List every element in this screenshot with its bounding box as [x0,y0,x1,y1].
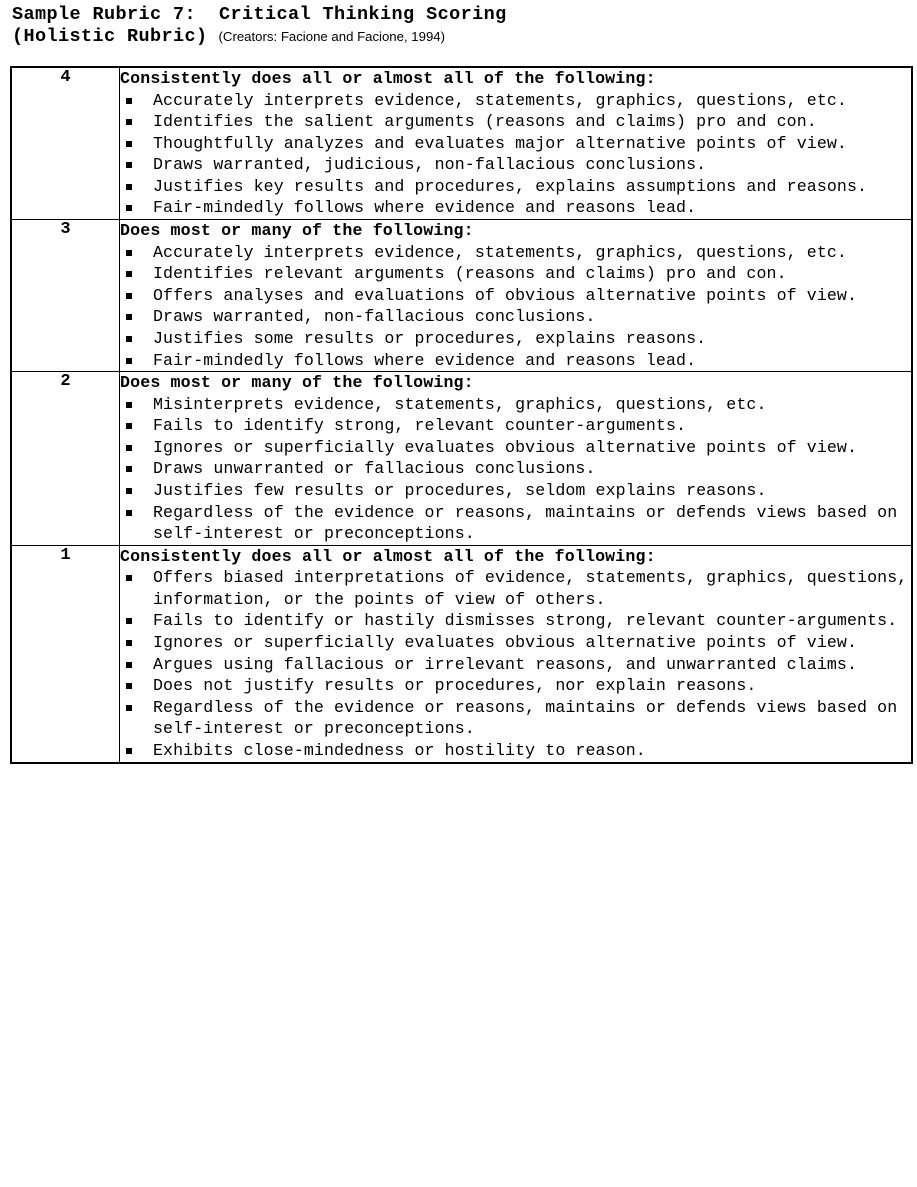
score-value: 3 [60,220,71,240]
page-title: Sample Rubric 7: Critical Thinking Scoring [12,4,507,25]
list-item-text: Identifies relevant arguments (reasons and claims) pro and con. [153,264,787,284]
list-item [120,285,911,307]
score-cell [12,372,120,546]
list-item-text: Regardless of the evidence or reasons, maintains or defends views based on self-interest or preconceptions. [153,697,898,739]
list-item [120,740,911,762]
criteria-list [120,242,911,372]
list-item [120,458,911,480]
square-bullet-icon [126,205,132,211]
list-item [120,90,911,112]
list-item [120,697,911,740]
list-item-text: Justifies some results or procedures, explains reasons. [153,328,707,348]
list-item-text: Justifies few results or procedures, seldom explains reasons. [153,481,767,500]
table-row [12,545,911,761]
list-item-text: Ignores or superficially evaluates obvious alternative points of view. [153,633,858,653]
list-item [120,654,911,676]
table-row [12,220,911,372]
list-item-text: Fair-mindedly follows where evidence and reasons lead. [153,198,697,218]
square-bullet-icon [126,358,132,364]
list-item [120,242,911,264]
document-title-block [12,4,902,48]
criteria-cell [120,68,912,220]
square-bullet-icon [126,141,132,147]
list-item [120,328,911,350]
criteria-cell [120,545,912,761]
criteria-list [120,394,911,545]
square-bullet-icon [126,423,132,429]
square-bullet-icon [126,98,132,104]
list-item [120,502,911,545]
list-item-text: Accurately interprets evidence, statements, graphics, questions, etc. [153,242,847,262]
criteria-list [120,567,911,761]
criteria-cell [120,372,912,546]
list-item [120,415,911,437]
page-subtitle: (Holistic Rubric) [12,26,208,47]
square-bullet-icon [126,184,132,190]
square-bullet-icon [126,488,132,494]
square-bullet-icon [126,250,132,256]
score-cell [12,220,120,372]
score-value: 1 [60,545,71,565]
square-bullet-icon [126,314,132,320]
rubric-table-body [12,68,911,762]
list-item-text: Misinterprets evidence, statements, graphics, questions, etc. [153,394,767,414]
square-bullet-icon [126,640,132,646]
square-bullet-icon [126,402,132,408]
list-item-text: Ignores or superficially evaluates obvious alternative points of view. [153,437,858,457]
list-item [120,675,911,697]
square-bullet-icon [126,293,132,299]
score-value: 2 [60,372,71,392]
list-item-text: Offers analyses and evaluations of obvious alternative points of view. [153,285,858,305]
square-bullet-icon [126,748,132,754]
square-bullet-icon [126,510,132,516]
list-item-text: Exhibits close-mindedness or hostility to reason. [153,741,646,761]
list-item [120,350,911,372]
list-item [120,306,911,328]
list-item-text: Regardless of the evidence or reasons, maintains or defends views based on self-interest or preconceptions. [153,502,898,544]
criteria-header: Does most or many of the following: [120,221,474,241]
score-value: 4 [60,68,71,87]
list-item [120,632,911,654]
list-item [120,197,911,219]
table-row [12,68,911,220]
list-item [120,567,911,610]
page-subtitle-row [12,26,902,48]
list-item-text: Accurately interprets evidence, statements, graphics, questions, etc. [153,90,847,110]
list-item [120,610,911,632]
rubric-table [12,68,911,762]
list-item [120,437,911,459]
criteria-list [120,90,911,220]
list-item [120,480,911,502]
list-item-text: Identifies the salient arguments (reasons and claims) pro and con. [153,112,817,132]
criteria-header: Consistently does all or almost all of the following: [120,69,656,88]
square-bullet-icon [126,119,132,125]
list-item-text: Thoughtfully analyzes and evaluates major alternative points of view. [153,133,847,153]
list-item-text: Draws unwarranted or fallacious conclusions. [153,459,596,479]
list-item-text: Argues using fallacious or irrelevant reasons, and unwarranted claims. [153,654,858,674]
square-bullet-icon [126,683,132,689]
square-bullet-icon [126,445,132,451]
list-item [120,394,911,416]
list-item-text: Justifies key results and procedures, explains assumptions and reasons. [153,176,868,196]
list-item [120,176,911,198]
square-bullet-icon [126,271,132,277]
attribution-text: (Creators: Facione and Facione, 1994) [218,29,446,44]
list-item [120,154,911,176]
square-bullet-icon [126,575,132,581]
square-bullet-icon [126,162,132,168]
criteria-cell [120,220,912,372]
square-bullet-icon [126,618,132,624]
score-cell [12,68,120,220]
list-item-text: Fair-mindedly follows where evidence and reasons lead. [153,350,697,370]
list-item [120,263,911,285]
criteria-header: Consistently does all or almost all of the following: [120,546,656,566]
score-cell [12,545,120,761]
list-item-text: Does not justify results or procedures, nor explain reasons. [153,676,757,696]
rubric-table-container [10,66,913,764]
list-item-text: Offers biased interpretations of evidence, statements, graphics, questions, information, or the points of view of others. [153,568,908,609]
list-item [120,133,911,155]
criteria-header: Does most or many of the following: [120,373,474,393]
square-bullet-icon [126,466,132,472]
list-item [120,111,911,133]
list-item-text: Fails to identify strong, relevant counter-arguments. [153,416,687,436]
list-item-text: Fails to identify or hastily dismisses strong, relevant counter-arguments. [153,611,898,631]
square-bullet-icon [126,662,132,668]
list-item-text: Draws warranted, judicious, non-fallacious conclusions. [153,155,707,175]
square-bullet-icon [126,336,132,342]
list-item-text: Draws warranted, non-fallacious conclusions. [153,307,596,327]
square-bullet-icon [126,705,132,711]
table-row [12,372,911,546]
